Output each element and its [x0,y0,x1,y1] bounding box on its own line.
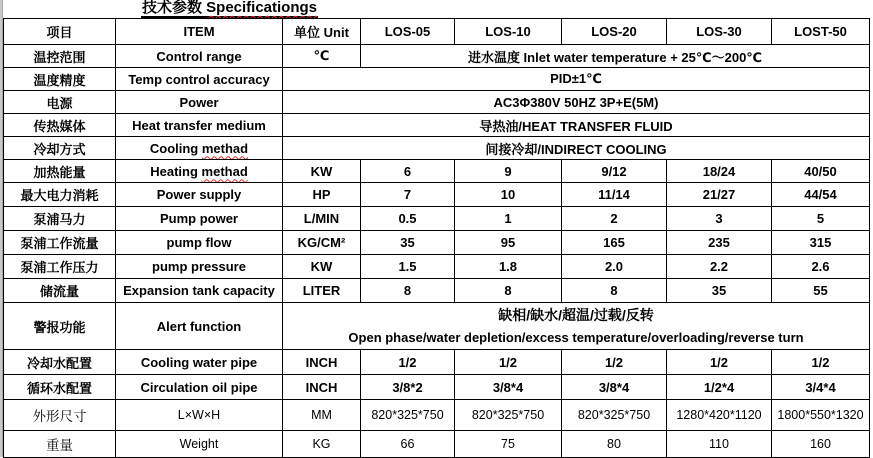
circulation-oil-pipe-en-label: Circulation oil pipe [116,375,283,400]
pump-pressure-en-label: pump pressure [116,255,283,279]
circulation-oil-pipe-value-los-10: 3/8*4 [455,375,562,400]
weight-unit: KG [283,431,361,458]
pump-flow-value-los-30: 235 [667,231,772,255]
weight-value-los-10: 75 [455,431,562,458]
pump-pressure-unit: KW [283,255,361,279]
tank-capacity-value-los-30: 35 [667,279,772,303]
cooling-water-pipe-value-los-30: 1/2 [667,350,772,375]
tank-capacity-value-los-05: 8 [361,279,455,303]
cooling-water-pipe-value-los-10: 1/2 [455,350,562,375]
tank-capacity-value-los-10: 8 [455,279,562,303]
pump-flow-unit: KG/CM² [283,231,361,255]
header-col-los-05: LOS-05 [361,19,455,45]
pump-power-value-lost-50: 5 [772,207,870,231]
pump-flow-value-los-10: 95 [455,231,562,255]
temp-accuracy-merged-value: PID±1℃ [283,68,870,91]
pump-flow-value-lost-50: 315 [772,231,870,255]
heating-capacity-en-label [116,160,283,183]
pump-flow-en-label: pump flow [116,231,283,255]
pump-pressure-value-los-20: 2.0 [562,255,667,279]
pump-power-value-los-05: 0.5 [361,207,455,231]
cooling-water-pipe-unit: INCH [283,350,361,375]
page-title-text [141,0,318,18]
circulation-oil-pipe-unit: INCH [283,375,361,400]
control-range-merged-value: 进水温度 Inlet water temperature + 25℃～200℃ [361,45,870,68]
power-source-cn-label: 电源 [4,91,116,114]
row-circulation-oil-pipe [4,375,870,400]
header-col-los-30: LOS-30 [667,19,772,45]
cooling-water-pipe-cn-label: 冷却水配置 [4,350,116,375]
row-control-range [4,45,870,68]
circulation-oil-pipe-cn-label: 循环水配置 [4,375,116,400]
row-weight [4,431,870,458]
header-col-item-en: ITEM [116,19,283,45]
power-source-en-label: Power [116,91,283,114]
row-cooling-water-pipe [4,350,870,375]
row-dimensions [4,400,870,431]
cooling-water-pipe-en-label: Cooling water pipe [116,350,283,375]
tank-capacity-cn-label: 储流量 [4,279,116,303]
pump-power-value-los-10: 1 [455,207,562,231]
row-max-power-consumption [4,183,870,207]
alert-function-en-label: Alert function [116,303,283,350]
max-power-consumption-value-los-05: 7 [361,183,455,207]
heat-medium-en-label: Heat transfer medium [116,114,283,137]
cooling-method-en-label-misspelled: methad [201,140,249,156]
row-pump-pressure [4,255,870,279]
tank-capacity-unit: LITER [283,279,361,303]
header-col-los-10: LOS-10 [455,19,562,45]
weight-value-los-05: 66 [361,431,455,458]
cooling-water-pipe-value-los-20: 1/2 [562,350,667,375]
row-pump-flow [4,231,870,255]
dimensions-value-los-30: 1280*420*1120 [667,400,772,431]
page-title-en: Specificationgs [206,0,318,16]
heating-capacity-en-label-misspelled: methad [201,163,248,179]
pump-power-en-label: Pump power [116,207,283,231]
header-col-lost-50: LOST-50 [772,19,870,45]
cooling-method-cn-label: 冷却方式 [4,137,116,160]
row-heating-capacity [4,160,870,183]
heating-capacity-unit: KW [283,160,361,183]
dimensions-value-lost-50: 1800*550*1320 [772,400,870,431]
weight-value-los-20: 80 [562,431,667,458]
table-header-row [4,19,870,45]
max-power-consumption-value-los-30: 21/27 [667,183,772,207]
row-power-source [4,91,870,114]
heating-capacity-value-lost-50: 40/50 [772,160,870,183]
row-pump-power [4,207,870,231]
circulation-oil-pipe-value-los-05: 3/8*2 [361,375,455,400]
cooling-method-merged-value: 间接冷却/INDIRECT COOLING [283,137,870,160]
pump-pressure-value-los-05: 1.5 [361,255,455,279]
heating-capacity-value-los-05: 6 [361,160,455,183]
row-tank-capacity [4,279,870,303]
control-range-unit: ℃ [283,45,361,68]
pump-power-value-los-30: 3 [667,207,772,231]
cooling-method-en-label-text: Cooling [149,140,202,156]
pump-flow-value-los-20: 165 [562,231,667,255]
cooling-method-en-label [116,137,283,160]
heat-medium-merged-value: 导热油/HEAT TRANSFER FLUID [283,114,870,137]
max-power-consumption-value-los-20: 11/14 [562,183,667,207]
max-power-consumption-en-label: Power supply [116,183,283,207]
circulation-oil-pipe-value-los-20: 3/8*4 [562,375,667,400]
max-power-consumption-unit: HP [283,183,361,207]
page-title [3,0,456,18]
weight-value-lost-50: 160 [772,431,870,458]
power-source-merged-value: AC3Φ380V 50HZ 3P+E(5M) [283,91,870,114]
pump-power-value-los-20: 2 [562,207,667,231]
max-power-consumption-value-lost-50: 44/54 [772,183,870,207]
specifications-table [3,18,870,458]
dimensions-value-los-10: 820*325*750 [455,400,562,431]
max-power-consumption-cn-label: 最大电力消耗 [4,183,116,207]
page-title-cn: 技术参数 [141,0,202,16]
heat-medium-cn-label: 传热媒体 [4,114,116,137]
pump-power-unit: L/MIN [283,207,361,231]
weight-cn-label: 重量 [4,431,116,458]
tank-capacity-value-lost-50: 55 [772,279,870,303]
alert-function-line-cn: 缺相/缺水/超温/过载/反转 [498,306,654,323]
header-col-unit: 单位 Unit [283,19,361,45]
row-heat-medium [4,114,870,137]
tank-capacity-en-label: Expansion tank capacity [116,279,283,303]
temp-accuracy-cn-label: 温度精度 [4,68,116,91]
alert-function-line-en: Open phase/water depletion/excess temperature/overloading/reverse turn [348,329,804,345]
row-cooling-method [4,137,870,160]
pump-pressure-value-los-10: 1.8 [455,255,562,279]
alert-function-merged-value [283,303,870,350]
heating-capacity-value-los-20: 9/12 [562,160,667,183]
cooling-water-pipe-value-lost-50: 1/2 [772,350,870,375]
weight-en-label: Weight [116,431,283,458]
weight-value-los-30: 110 [667,431,772,458]
circulation-oil-pipe-value-lost-50: 3/4*4 [772,375,870,400]
pump-power-cn-label: 泵浦马力 [4,207,116,231]
alert-function-cn-label: 警报功能 [4,303,116,350]
tank-capacity-value-los-20: 8 [562,279,667,303]
temp-accuracy-en-label: Temp control accuracy [116,68,283,91]
dimensions-value-los-05: 820*325*750 [361,400,455,431]
heating-capacity-cn-label: 加热能量 [4,160,116,183]
cooling-water-pipe-value-los-05: 1/2 [361,350,455,375]
dimensions-en-label: L×W×H [116,400,283,431]
heating-capacity-en-label-text: Heating [150,163,202,179]
dimensions-cn-label: 外形尺寸 [4,400,116,431]
dimensions-value-los-20: 820*325*750 [562,400,667,431]
header-col-los-20: LOS-20 [562,19,667,45]
circulation-oil-pipe-value-los-30: 1/2*4 [667,375,772,400]
control-range-en-label: Control range [116,45,283,68]
control-range-cn-label: 温控范围 [4,45,116,68]
max-power-consumption-value-los-10: 10 [455,183,562,207]
heating-capacity-value-los-30: 18/24 [667,160,772,183]
pump-pressure-value-lost-50: 2.6 [772,255,870,279]
heating-capacity-value-los-10: 9 [455,160,562,183]
pump-flow-cn-label: 泵浦工作流量 [4,231,116,255]
row-alert-function [4,303,870,350]
pump-pressure-value-los-30: 2.2 [667,255,772,279]
dimensions-unit: MM [283,400,361,431]
pump-flow-value-los-05: 35 [361,231,455,255]
row-temp-accuracy [4,68,870,91]
pump-pressure-cn-label: 泵浦工作压力 [4,255,116,279]
header-col-item-cn: 项目 [4,19,116,45]
